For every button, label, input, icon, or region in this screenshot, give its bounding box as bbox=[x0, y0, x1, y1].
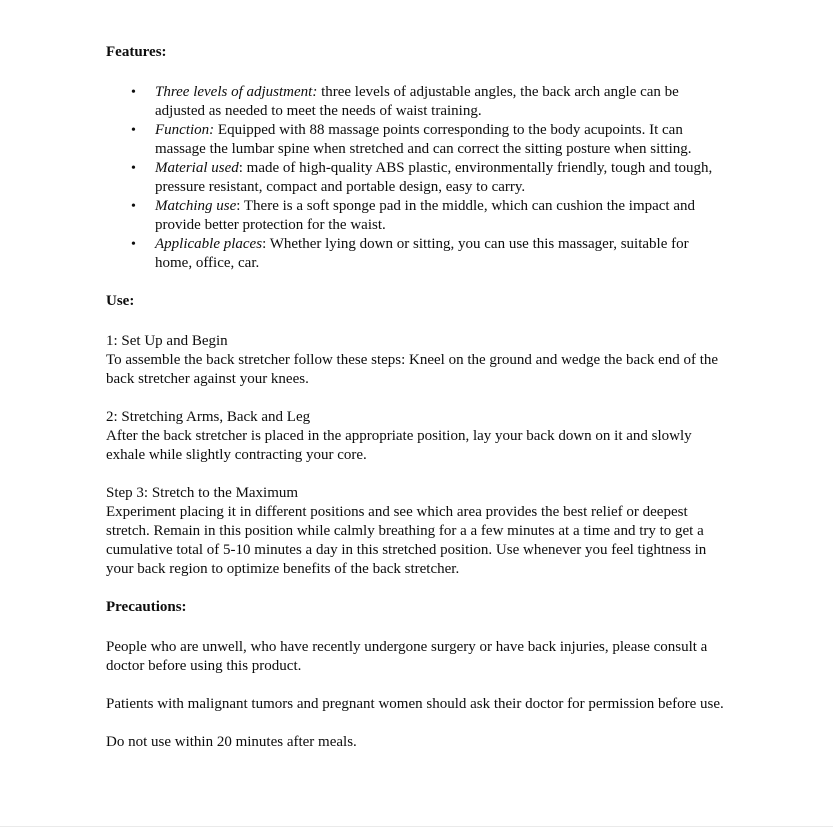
document-body bbox=[106, 43, 728, 752]
feature-bullet bbox=[155, 235, 728, 273]
feature-bullet bbox=[155, 121, 728, 159]
use-step bbox=[106, 484, 728, 579]
feature-bullet-lead: Function: bbox=[155, 122, 215, 138]
feature-bullet-text: : There is a soft sponge pad in the middle, which can cushion the impact and provide better protection for the waist. bbox=[155, 198, 696, 233]
precautions-heading: Precautions: bbox=[106, 599, 187, 615]
feature-bullet-lead: Matching use bbox=[155, 198, 237, 214]
feature-bullet-text: : Whether lying down or sitting, you can use this massager, suitable for home, office, car. bbox=[155, 236, 689, 271]
feature-bullet-text: Equipped with 88 massage points corresponding to the body acupoints. It can massage the lumbar spine when stretched and can correct the sitting posture when sitting. bbox=[155, 122, 692, 157]
feature-bullet-lead: Applicable places bbox=[155, 236, 263, 252]
use-heading: Use: bbox=[106, 293, 135, 309]
use-step bbox=[106, 408, 728, 465]
use-step-title: 2: Stretching Arms, Back and Leg bbox=[106, 409, 311, 425]
feature-bullet bbox=[155, 159, 728, 197]
use-step bbox=[106, 332, 728, 389]
use-step-title: Step 3: Stretch to the Maximum bbox=[106, 485, 299, 501]
precaution-paragraph: People who are unwell, who have recently undergone surgery or have back injuries, please consult a doctor before using this product. bbox=[106, 639, 708, 674]
feature-bullet bbox=[155, 83, 728, 121]
feature-bullet bbox=[155, 197, 728, 235]
features-heading: Features: bbox=[106, 44, 167, 60]
feature-bullet-text: three levels of adjustable angles, the back arch angle can be adjusted as needed to meet the needs of waist training. bbox=[155, 84, 679, 119]
precaution-paragraph: Patients with malignant tumors and pregnant women should ask their doctor for permission before use. bbox=[106, 696, 724, 712]
use-step-title: 1: Set Up and Begin bbox=[106, 333, 228, 349]
feature-bullet-lead: Three levels of adjustment: bbox=[155, 84, 318, 100]
precaution-paragraph: Do not use within 20 minutes after meals. bbox=[106, 734, 357, 750]
features-bullet-list bbox=[106, 83, 728, 273]
use-step-body: Experiment placing it in different positions and see which area provides the best relief or deepest stretch. Remain in this position while calmly breathing for a a few minutes at a time and try to get a cumulative total of 5-10 minutes a day in this stretched position. Use whenever you feel tightness in your back region to optimize benefits of the back stretcher. bbox=[106, 504, 707, 577]
page-bottom-divider bbox=[0, 826, 833, 827]
use-step-body: To assemble the back stretcher follow these steps: Kneel on the ground and wedge the back end of the back stretcher against your knees. bbox=[106, 352, 719, 387]
feature-bullet-lead: Material used bbox=[155, 160, 239, 176]
use-step-body: After the back stretcher is placed in the appropriate position, lay your back down on it and slowly exhale while slightly contracting your core. bbox=[106, 428, 692, 463]
feature-bullet-text: : made of high-quality ABS plastic, environmentally friendly, tough and tough, pressure resistant, compact and portable design, easy to carry. bbox=[155, 160, 713, 195]
